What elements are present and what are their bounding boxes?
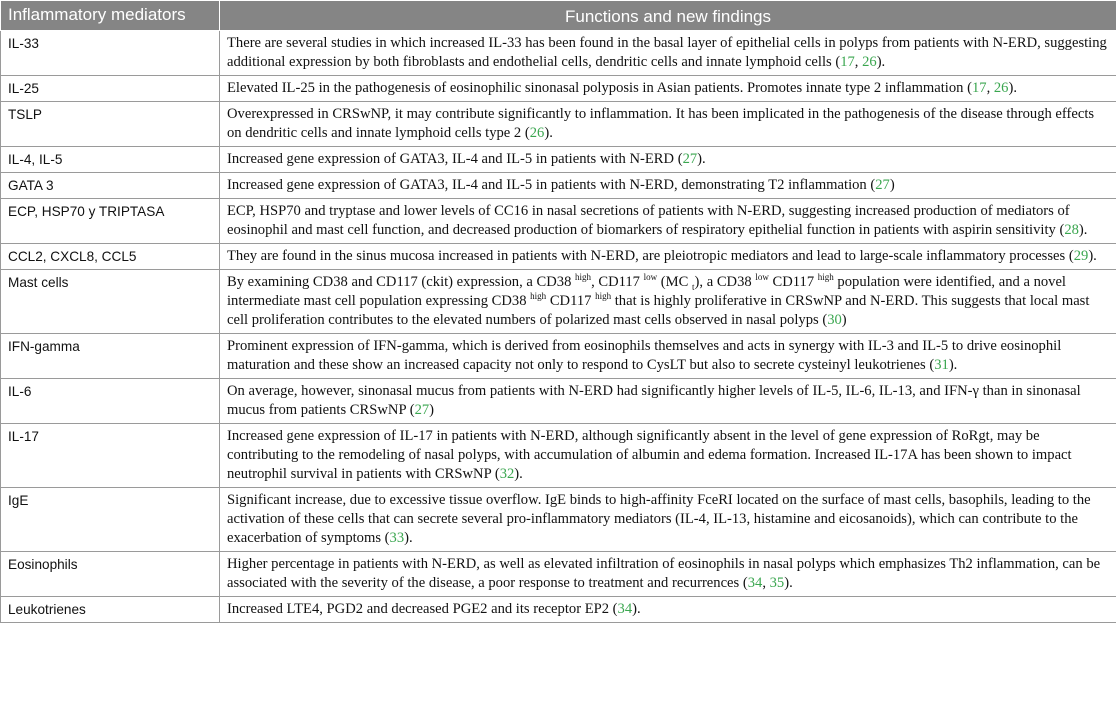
- mediator-cell: TSLP: [1, 102, 220, 147]
- function-cell: Prominent expression of IFN-gamma, which is derived from eosinophils themselves and acts in synergy with IL-3 and IL-5 to drive eosinophil maturation and these show an increased capacity not only to respond to CysLT but also to secrete cysteinyl leukotrienes (31).: [220, 334, 1116, 379]
- reference-link[interactable]: 17: [840, 54, 855, 70]
- function-cell: ECP, HSP70 and tryptase and lower levels of CC16 in nasal secretions of patients with N-ERD, suggesting increased production of mediators of eosinophil and mast cell function, and decreased production of biomarkers of respiratory epithelial function in patients with aspirin sensitivity (28).: [220, 199, 1116, 244]
- mediator-cell: IgE: [1, 488, 220, 552]
- reference-link[interactable]: 27: [875, 177, 890, 193]
- table-row: [1, 334, 1116, 379]
- reference-link[interactable]: 26: [993, 80, 1009, 96]
- mediator-cell: Mast cells: [1, 270, 220, 334]
- mediator-cell: Eosinophils: [1, 552, 220, 597]
- table-row: [1, 199, 1116, 244]
- function-cell: Increased gene expression of IL-17 in patients with N-ERD, although significantly absent in the level of gene expression of RoRgt, may be contributing to the remodeling of nasal polyps, with accumulation of albumin and edema formation. Increased IL-17A has been shown to impact neutrophil survival in patients with CRSwNP (32).: [220, 424, 1116, 488]
- table-row: [1, 379, 1116, 424]
- table-row: [1, 424, 1116, 488]
- function-cell: Increased gene expression of GATA3, IL-4 and IL-5 in patients with N-ERD, demonstrating T2 inflammation (27): [220, 173, 1116, 199]
- reference-link[interactable]: 31: [934, 357, 949, 373]
- mediator-cell: IL-25: [1, 76, 220, 102]
- reference-link[interactable]: 29: [1073, 248, 1089, 264]
- mediator-cell: CCL2, CXCL8, CCL5: [1, 244, 220, 270]
- mediator-cell: IFN-gamma: [1, 334, 220, 379]
- function-cell: Overexpressed in CRSwNP, it may contribute significantly to inflammation. It has been implicated in the pathogenesis of the disease through effects on dendritic cells and innate lymphoid cells type 2 (26).: [220, 102, 1116, 147]
- reference-link[interactable]: 27: [682, 151, 698, 167]
- mediator-cell: ECP, HSP70 y TRIPTASA: [1, 199, 220, 244]
- reference-link[interactable]: 32: [499, 466, 515, 482]
- table-row: [1, 488, 1116, 552]
- reference-link[interactable]: 35: [769, 575, 785, 591]
- table-row: [1, 173, 1116, 199]
- table-row: [1, 147, 1116, 173]
- reference-link[interactable]: 33: [389, 530, 405, 546]
- table-row: [1, 244, 1116, 270]
- mediator-cell: IL-4, IL-5: [1, 147, 220, 173]
- function-cell: Elevated IL-25 in the pathogenesis of eosinophilic sinonasal polyposis in Asian patients. Promotes innate type 2 inflammation (17, 26).: [220, 76, 1116, 102]
- table-row: [1, 31, 1116, 76]
- table-row: [1, 270, 1116, 334]
- table-header-row: [1, 1, 1116, 31]
- function-cell: On average, however, sinonasal mucus from patients with N-ERD had significantly higher levels of IL-5, IL-6, IL-13, and IFN-γ than in sinonasal mucus from patients CRSwNP (27): [220, 379, 1116, 424]
- function-cell: By examining CD38 and CD117 (ckit) expression, a CD38 $^{high}$, CD117 $^{low}$ (MC $_t$), a CD38 $^{low}$ CD117 $^{high}$ population were identified, and a novel intermediate mast cell population expressing CD38 $^{high}$ CD117 $^{high}$ that is highly proliferative in CRSwNP and N-ERD. This suggests that local mast cell proliferation contributes to the elevated numbers of polarized mast cells observed in nasal polyps (30): [220, 270, 1116, 334]
- header-functions-findings: Functions and new findings: [220, 1, 1116, 31]
- mediator-cell: IL-17: [1, 424, 220, 488]
- table-row: [1, 102, 1116, 147]
- reference-link[interactable]: 34: [617, 601, 633, 617]
- mediator-cell: IL-6: [1, 379, 220, 424]
- reference-link[interactable]: 26: [862, 54, 877, 70]
- reference-link[interactable]: 28: [1064, 222, 1079, 238]
- reference-link[interactable]: 17: [971, 80, 987, 96]
- mediator-cell: IL-33: [1, 31, 220, 76]
- function-cell: Higher percentage in patients with N-ERD, as well as elevated infiltration of eosinophils in nasal polyps which emphasizes Th2 inflammation, can be associated with the severity of the disease, a poor response to treatment and recurrences (34, 35).: [220, 552, 1116, 597]
- function-cell: Significant increase, due to excessive tissue overflow. IgE binds to high-affinity FceRI located on the surface of mast cells, basophils, leading to the activation of these cells that can secrete several pro-inflammatory mediators (IL-4, IL-13, histamine and eicosanoids), which can contribute to the exacerbation of symptoms (33).: [220, 488, 1116, 552]
- reference-link[interactable]: 27: [414, 402, 430, 418]
- reference-link[interactable]: 30: [827, 312, 842, 328]
- function-cell: They are found in the sinus mucosa increased in patients with N-ERD, are pleiotropic mediators and lead to large-scale inflammatory processes (29).: [220, 244, 1116, 270]
- function-cell: Increased gene expression of GATA3, IL-4 and IL-5 in patients with N-ERD (27).: [220, 147, 1116, 173]
- reference-link[interactable]: 34: [747, 575, 763, 591]
- table-row: [1, 76, 1116, 102]
- mediator-cell: GATA 3: [1, 173, 220, 199]
- function-cell: Increased LTE4, PGD2 and decreased PGE2 and its receptor EP2 (34).: [220, 597, 1116, 623]
- header-inflammatory-mediators: Inflammatory mediators: [1, 1, 220, 31]
- table-row: [1, 597, 1116, 623]
- table-row: [1, 552, 1116, 597]
- mediator-cell: Leukotrienes: [1, 597, 220, 623]
- reference-link[interactable]: 26: [529, 125, 545, 141]
- function-cell: There are several studies in which increased IL-33 has been found in the basal layer of epithelial cells in polyps from patients with N-ERD, suggesting additional expression by both fibroblasts and endothelial cells, dendritic cells and innate lymphoid cells (17, 26).: [220, 31, 1116, 76]
